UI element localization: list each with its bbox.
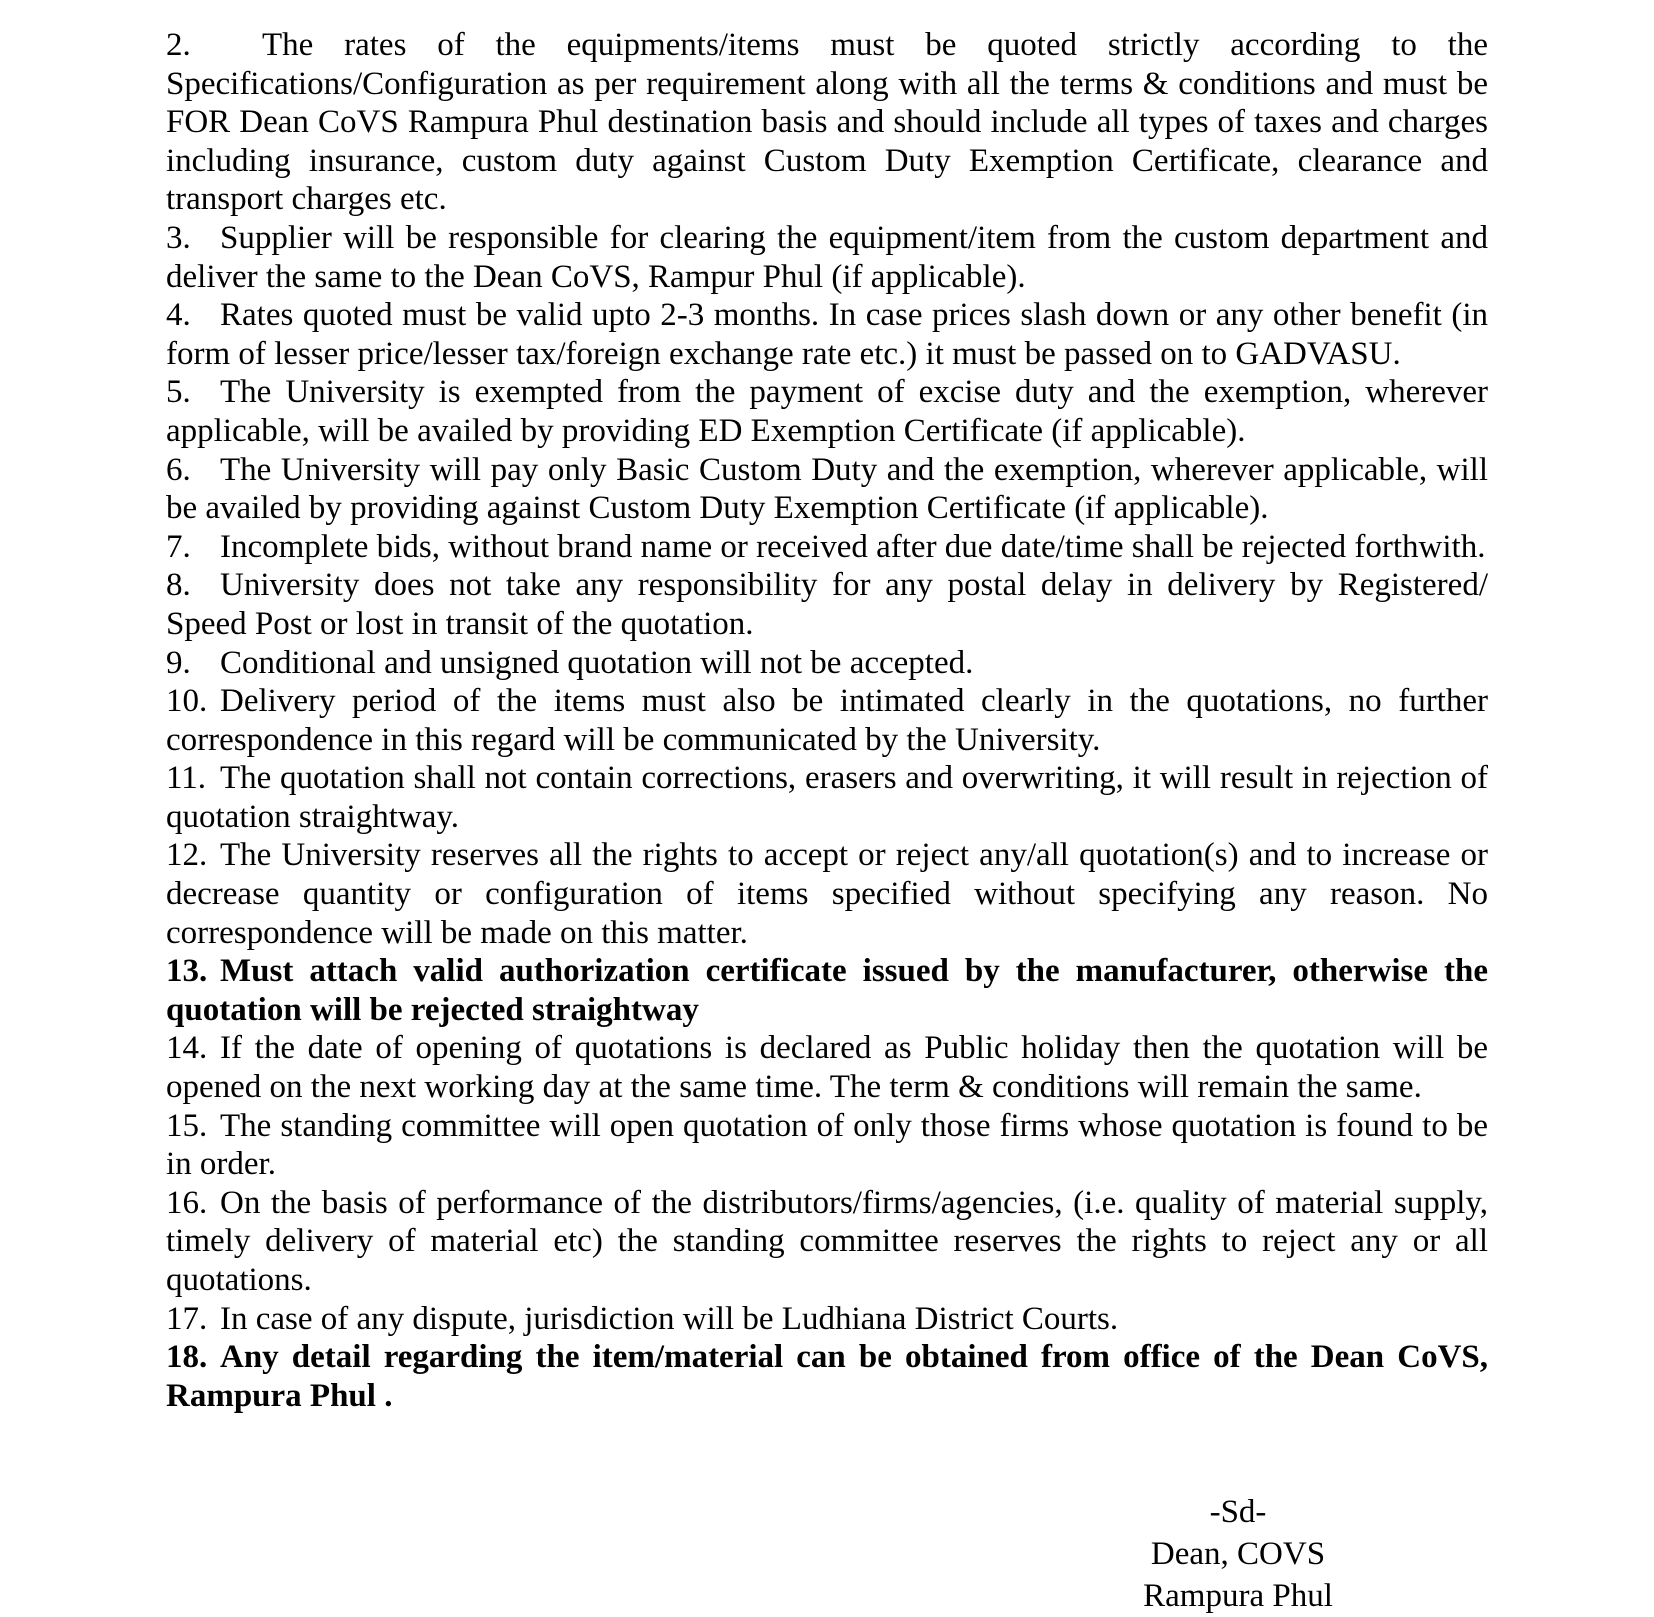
term-item-17 bbox=[166, 1300, 1488, 1339]
item-text: The University reserves all the rights to accept or reject any/all quotation(s) and to increase or decrease quantity or configuration of items specified without specifying any reason. No correspondence will be made on this matter. bbox=[166, 837, 1488, 951]
item-number: 4. bbox=[166, 297, 191, 334]
item-number: 15. bbox=[166, 1107, 208, 1144]
term-item-13 bbox=[166, 952, 1488, 1029]
term-item-8 bbox=[166, 566, 1488, 643]
item-text: On the basis of performance of the distributors/firms/agencies, (i.e. quality of material supply, timely delivery of material etc) the standing committee reserves the rights to reject any or all quotations. bbox=[166, 1184, 1488, 1298]
item-text: The quotation shall not contain corrections, erasers and overwriting, it will result in rejection of quotation straightway. bbox=[166, 760, 1488, 835]
item-number: 5. bbox=[166, 374, 191, 411]
item-text: The University is exempted from the payment of excise duty and the exemption, wherever applicable, will be availed by providing ED Exemption Certificate (if applicable). bbox=[166, 374, 1488, 449]
signature-designation: Dean, COVS bbox=[1150, 1536, 1326, 1573]
item-number: 3. bbox=[166, 219, 191, 256]
item-number: 6. bbox=[166, 451, 191, 488]
term-item-12 bbox=[166, 836, 1488, 952]
term-item-15 bbox=[166, 1107, 1488, 1184]
signature-block bbox=[1108, 1491, 1368, 1617]
term-item-4 bbox=[166, 296, 1488, 373]
item-text: In case of any dispute, jurisdiction will be Ludhiana District Courts. bbox=[220, 1300, 1119, 1337]
item-number: 18. bbox=[166, 1339, 208, 1376]
item-text: Incomplete bids, without brand name or received after due date/time shall be rejected forthwith. bbox=[220, 528, 1486, 565]
item-text: Any detail regarding the item/material can be obtained from office of the Dean CoVS, Rampura Phul . bbox=[166, 1339, 1488, 1414]
item-text: Conditional and unsigned quotation will not be accepted. bbox=[220, 644, 974, 681]
term-item-7 bbox=[166, 528, 1488, 567]
item-text: If the date of opening of quotations is declared as Public holiday then the quotation will be opened on the next working day at the same time. The term & conditions will remain the same. bbox=[166, 1030, 1488, 1106]
term-item-16 bbox=[166, 1184, 1488, 1300]
item-number: 16. bbox=[166, 1184, 208, 1221]
term-item-9 bbox=[166, 644, 1488, 683]
signature-location: Rampura Phul bbox=[1143, 1578, 1333, 1615]
term-item-14 bbox=[166, 1029, 1488, 1106]
item-number: 11. bbox=[166, 760, 207, 797]
term-item-11 bbox=[166, 759, 1488, 836]
term-item-3 bbox=[166, 219, 1488, 296]
item-text: Delivery period of the items must also be intimated clearly in the quotations, no further correspondence in this regard will be communicated by the University. bbox=[166, 683, 1488, 758]
item-number: 14. bbox=[166, 1030, 208, 1067]
item-text: The rates of the equipments/items must be quoted strictly according to the Specifications/Configuration as per requirement along with all the terms & conditions and must be FOR Dean CoVS Rampura Phul destination basis and should include all types of taxes and charges including insurance, custom duty against Custom Duty Exemption Certificate, clearance and transport charges etc. bbox=[166, 27, 1488, 218]
item-text: Must attach valid authorization certificate issued by the manufacturer, otherwise the quotation will be rejected straightway bbox=[166, 953, 1488, 1028]
item-number: 9. bbox=[166, 644, 191, 681]
item-number: 12. bbox=[166, 837, 208, 874]
term-item-6 bbox=[166, 451, 1488, 528]
item-number: 7. bbox=[166, 528, 191, 565]
item-text: Rates quoted must be valid upto 2-3 months. In case prices slash down or any other benefit (in form of lesser price/lesser tax/foreign exchange rate etc.) it must be passed on to GADVASU. bbox=[166, 297, 1488, 372]
item-number: 10. bbox=[166, 683, 208, 720]
term-item-18 bbox=[166, 1338, 1488, 1415]
signature-sd: -Sd- bbox=[1209, 1494, 1267, 1531]
term-item-5 bbox=[166, 373, 1488, 450]
item-text: The University will pay only Basic Custom Duty and the exemption, wherever applicable, will be availed by providing against Custom Duty Exemption Certificate (if applicable). bbox=[166, 451, 1488, 527]
term-item-10 bbox=[166, 682, 1488, 759]
item-number: 17. bbox=[166, 1300, 208, 1337]
item-text: Supplier will be responsible for clearing the equipment/item from the custom department and deliver the same to the Dean CoVS, Rampur Phul (if applicable). bbox=[166, 219, 1488, 295]
item-number: 8. bbox=[166, 567, 191, 604]
item-text: University does not take any responsibility for any postal delay in delivery by Registered/ Speed Post or lost in transit of the quotation. bbox=[166, 567, 1488, 642]
item-number: 13. bbox=[166, 953, 208, 990]
item-text: The standing committee will open quotation of only those firms whose quotation is found to be in order. bbox=[166, 1107, 1488, 1183]
term-item-2 bbox=[166, 26, 1488, 219]
item-number: 2. bbox=[166, 27, 191, 63]
